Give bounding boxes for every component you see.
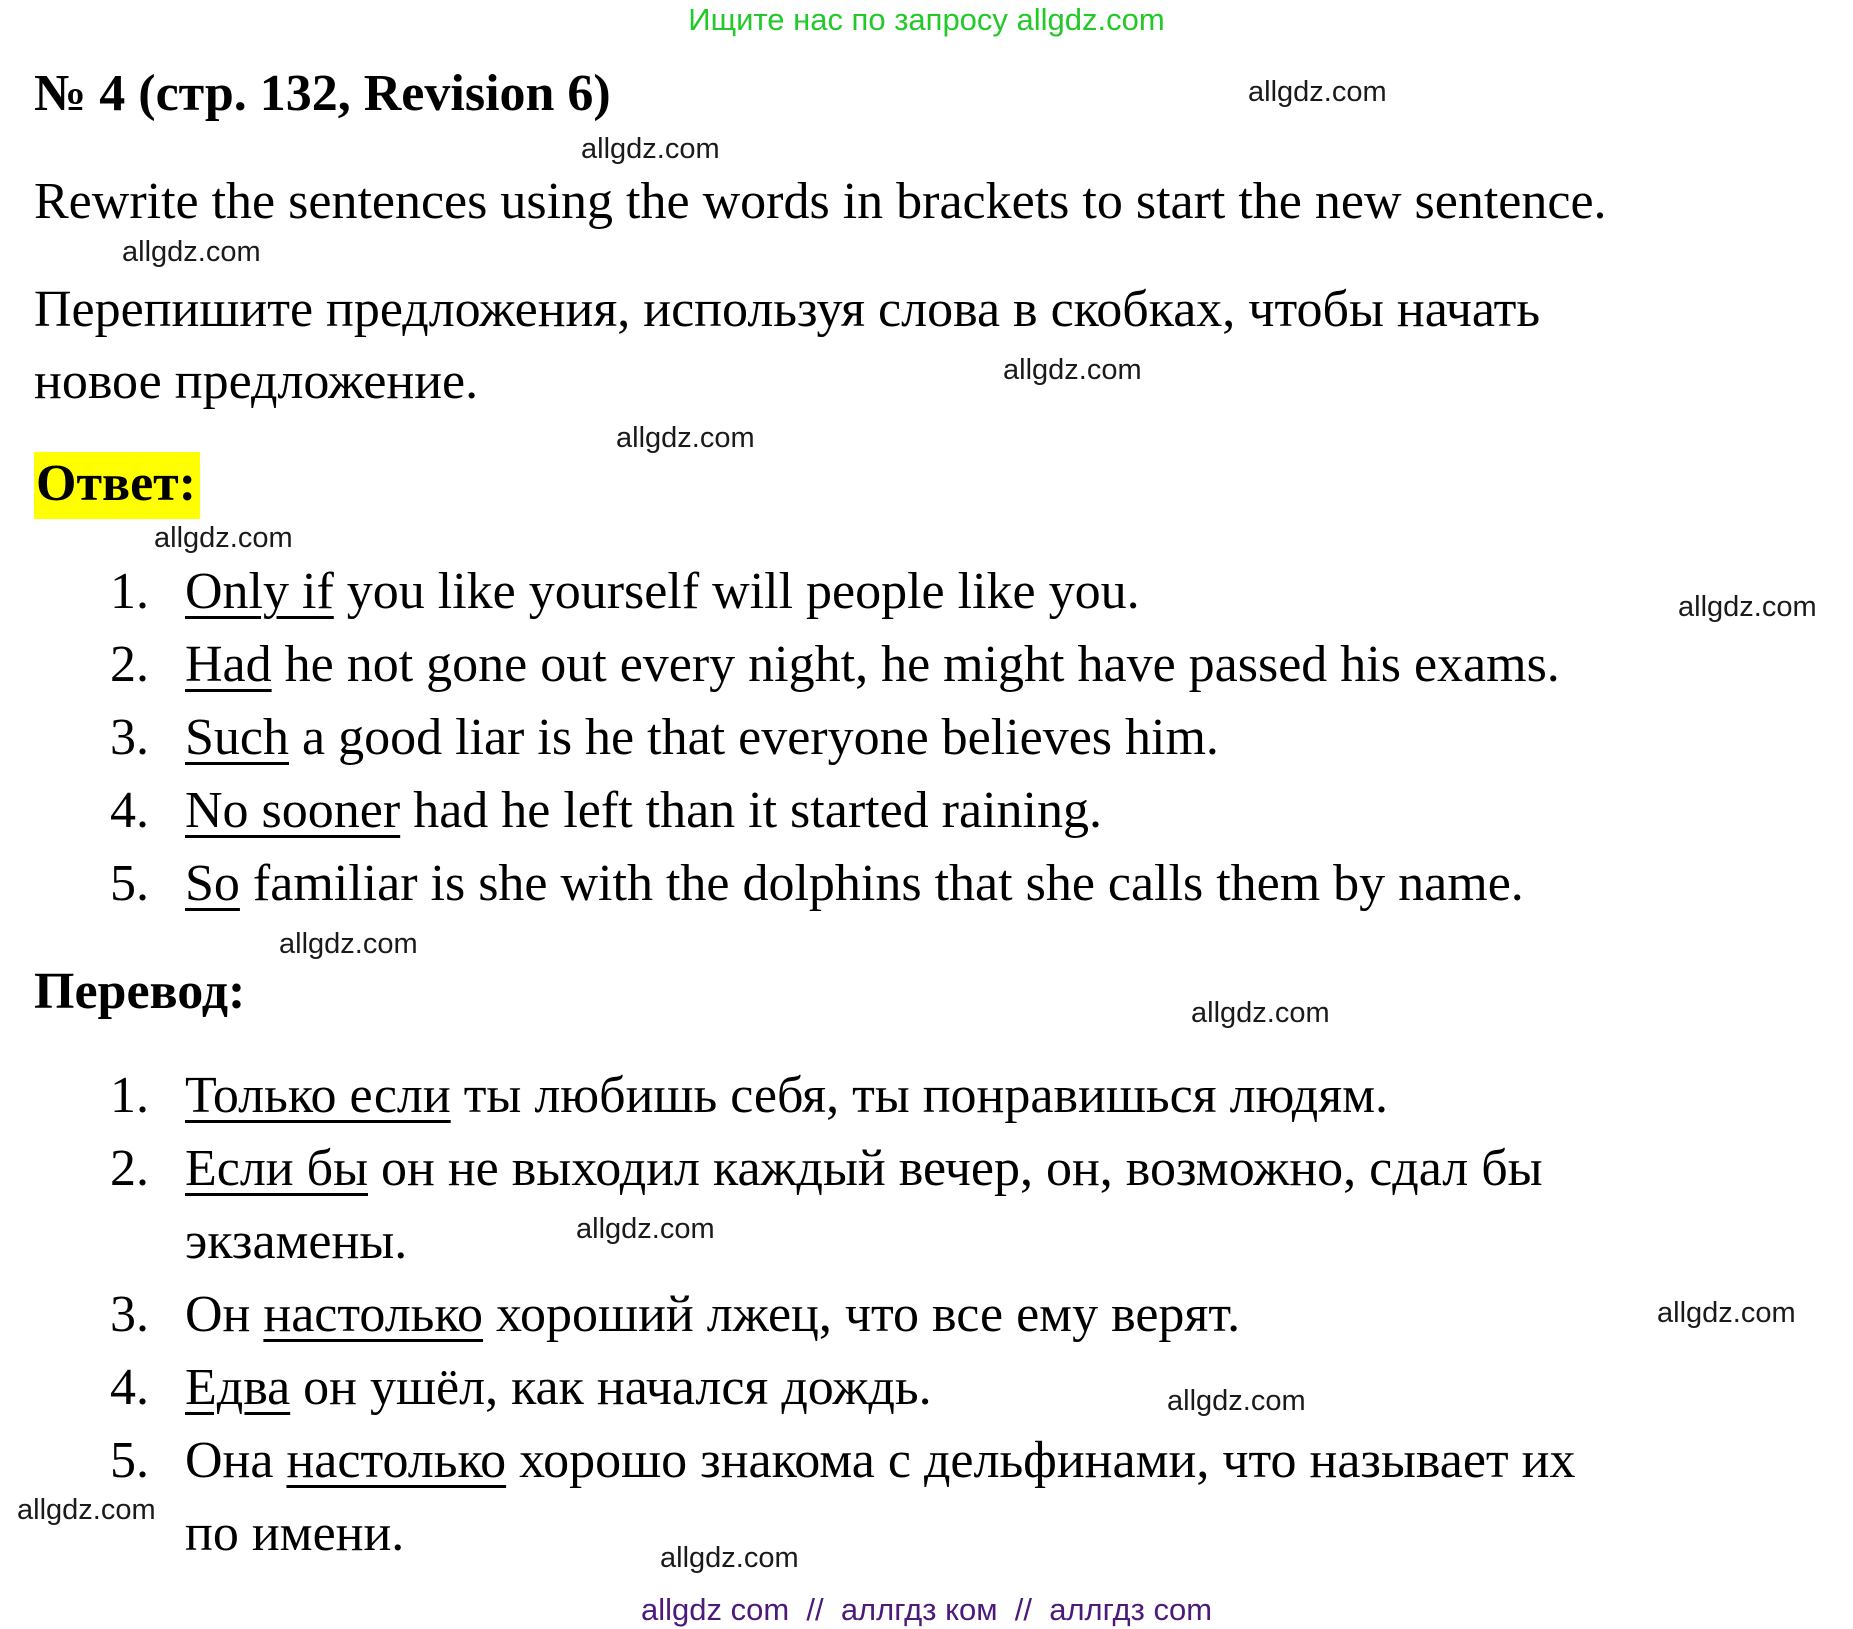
underlined-phrase: настолько [263,1286,484,1343]
translation-item [0,1358,1853,1420]
underlined-phrase: So [185,855,240,912]
underlined-phrase: Such [185,709,289,766]
watermark: allgdz.com [1248,76,1387,108]
answer-item [0,708,1853,770]
answer-label: Ответ: [34,452,200,519]
instruction-ru-line2: новое предложение. [34,353,479,410]
item-text: you like yourself will people like you. [333,563,1140,620]
underlined-phrase: настолько [286,1432,507,1489]
item-number: 4. [110,782,149,839]
translation-item [0,1139,1853,1201]
item-text-before: Она [185,1432,287,1489]
watermark: allgdz.com [1003,354,1142,386]
item-number: 5. [110,1432,149,1489]
footer-links: allgdz com // аллгдз ком // аллгдз com [640,1592,1213,1627]
item-text-before: Он [185,1286,264,1343]
translation-item-continuation: экзамены. [185,1213,408,1270]
translation-item [0,1431,1853,1493]
item-number: 4. [110,1359,149,1416]
item-number: 3. [110,1286,149,1343]
top-banner: Ищите нас по запросу allgdz.com [688,2,1165,37]
underlined-phrase: Had [185,636,272,693]
answer-item [0,781,1853,843]
item-text: had he left than it started raining. [400,782,1102,839]
answer-item [0,635,1853,697]
instruction-ru-line1: Перепишите предложения, используя слова в скобках, чтобы начать [34,281,1541,338]
instruction-en: Rewrite the sentences using the words in brackets to start the new sentence. [34,173,1607,230]
watermark: allgdz.com [154,522,293,554]
translation-label: Перевод: [34,963,246,1020]
translation-item [0,1066,1853,1128]
item-text: familiar is she with the dolphins that she calls them by name. [239,855,1524,912]
item-text: a good liar is he that everyone believes him. [289,709,1219,766]
underlined-phrase: Только если [185,1067,451,1124]
watermark: allgdz.com [616,422,755,454]
answer-item [0,854,1853,916]
item-number: 3. [110,709,149,766]
item-text: он не выходил каждый вечер, он, возможно, сдал бы [368,1140,1543,1197]
watermark: allgdz.com [1657,1297,1796,1329]
watermark: allgdz.com [279,928,418,960]
watermark: allgdz.com [1678,591,1817,623]
watermark: allgdz.com [576,1213,715,1245]
item-text: ты любишь себя, ты понравишься людям. [450,1067,1389,1124]
watermark: allgdz.com [581,133,720,165]
item-number: 1. [110,563,149,620]
item-number: 2. [110,1140,149,1197]
answer-item [0,562,1853,624]
translation-item-continuation: по имени. [185,1505,405,1562]
item-number: 2. [110,636,149,693]
exercise-title: № 4 (стр. 132, Revision 6) [34,65,611,122]
watermark: allgdz.com [1167,1385,1306,1417]
watermark: allgdz.com [660,1542,799,1574]
underlined-phrase: Едва [185,1359,291,1416]
item-text: он ушёл, как начался дождь. [290,1359,932,1416]
item-number: 1. [110,1067,149,1124]
item-number: 5. [110,855,149,912]
watermark: allgdz.com [122,236,261,268]
translation-item [0,1285,1853,1347]
underlined-phrase: Если бы [185,1140,369,1197]
watermark: allgdz.com [1191,997,1330,1029]
item-text: хороший лжец, что все ему верят. [483,1286,1241,1343]
underlined-phrase: Only if [185,563,334,620]
item-text: he not gone out every night, he might have passed his exams. [271,636,1560,693]
item-text: хорошо знакома с дельфинами, что называет их [506,1432,1576,1489]
watermark: allgdz.com [17,1494,156,1526]
underlined-phrase: No sooner [185,782,401,839]
